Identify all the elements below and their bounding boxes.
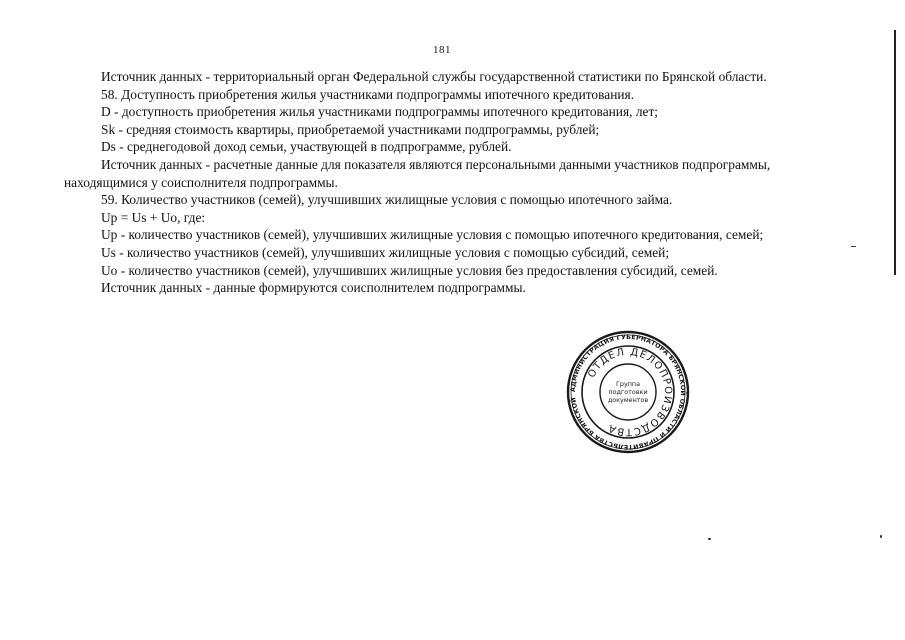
scan-speck — [880, 535, 882, 538]
official-stamp — [566, 330, 690, 454]
stamp-center-line-2: подготовки — [608, 388, 648, 396]
page-number: 181 — [433, 44, 451, 56]
stamp-center-line-1: Группа — [615, 380, 641, 388]
paragraph-definition-up: Up - количество участников (семей), улучшивших жилищные условия с помощью ипотечного кредитования, семей; — [101, 227, 764, 243]
paragraph-definition-sk: Sk - средняя стоимость квартиры, приобретаемой участниками подпрограммы, рублей; — [101, 121, 600, 137]
scan-speck — [851, 246, 856, 247]
scan-speck — [708, 538, 711, 540]
stamp-seal-graphic — [566, 330, 690, 454]
paragraph-formula-up: Up = Us + Uo, где: — [101, 209, 206, 225]
scan-edge-line — [894, 30, 896, 275]
paragraph-source-coexecutor: Источник данных - данные формируются соисполнителем подпрограммы. — [101, 280, 526, 296]
stamp-center-line-3: документов — [607, 396, 649, 404]
paragraph-definition-uo: Uo - количество участников (семей), улучшивших жилищные условия без предоставления субсидий, семей. — [101, 262, 718, 278]
paragraph-indicator-58-title: 58. Доступность приобретения жилья участниками подпрограммы ипотечного кредитования. — [101, 86, 635, 102]
paragraph-definition-d: D - доступность приобретения жилья участниками подпрограммы ипотечного кредитования, лет; — [101, 104, 659, 120]
paragraph-definition-ds: Ds - среднегодовой доход семьи, участвующей в подпрограмме, рублей. — [101, 139, 512, 155]
paragraph-indicator-59-title: 59. Количество участников (семей), улучшивших жилищные условия с помощью ипотечного займа. — [101, 192, 673, 208]
stamp-inner-text: ОТДЕЛ ДЕЛОПРОИЗВОДСТВА — [586, 346, 674, 438]
paragraph-source-calculated: Источник данных - расчетные данные для показателя являются персональными данными участников подпрограммы, находящимися у соисполнителя подпрограммы. — [64, 156, 771, 190]
document-body — [64, 68, 804, 297]
paragraph-source-statistics: Источник данных - территориальный орган Федеральной службы государственной статистики по Брянской области. — [101, 69, 767, 84]
paragraph-definition-us: Us - количество участников (семей), улучшивших жилищные условия с помощью субсидий, семей; — [101, 244, 670, 260]
stamp-outer-text: АДМИНИСТРАЦИЯ ГУБЕРНАТОРА БРЯНСКОЙ ОБЛАСТИ И ПРАВИТЕЛЬСТВА БРЯНСКОЙ — [569, 333, 687, 451]
